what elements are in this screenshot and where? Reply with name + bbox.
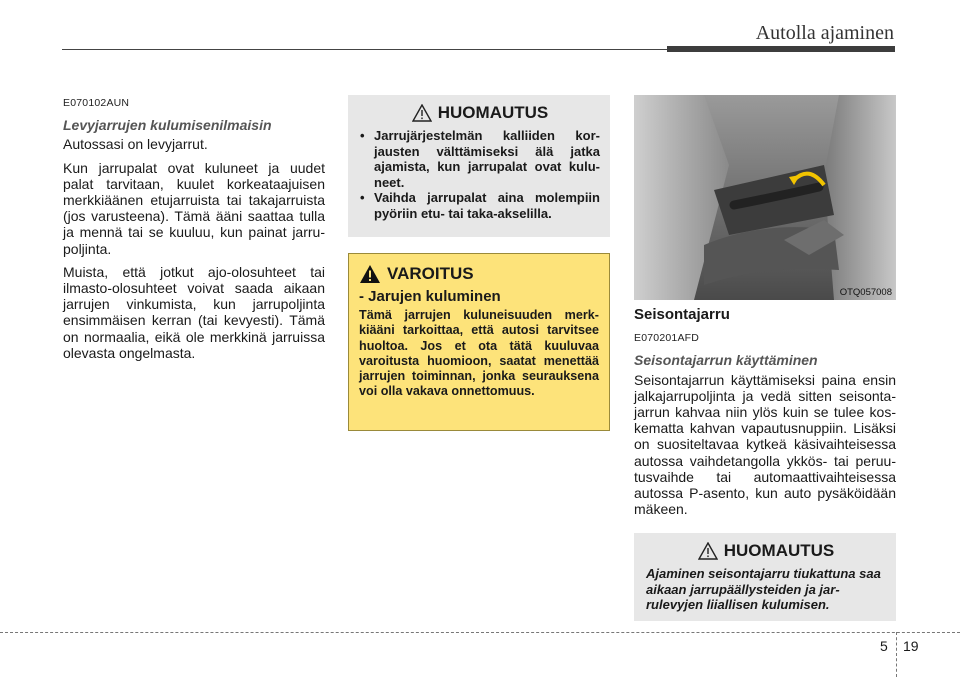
paragraph: Kun jarrupalat ovat kuluneet ja uudet palat tarvitaan, kuulet korkeataajuisen merkkiäänen etujarruista tai takajarruista (jos varusteena). Tämä ääni saattaa tulla ja mennä tai se kuuluu, kun painat jarrupoljinta. <box>63 159 325 257</box>
notice-box-2 <box>634 533 896 621</box>
warning-subtitle: - Jarujen kuluminen <box>359 288 501 305</box>
section-code: E070201AFD <box>634 332 700 345</box>
warning-title <box>359 264 599 284</box>
paragraph: Seisontajarrun käyttämiseksi paina ensin jalkajarrupoljinta ja vedä sitten seisontajarrun kahvaa niin ylös kuin se tulee koskematta kahvan vapautusnuppiin. Lisäksi on suositeltavaa kytkeä käsivaihteisessa autossa vaihdetangolla ykkös- tai peruutusvaihde tai automaattivaihteisessa autossa P-asento, kun auto pysäköidään mäkeen. <box>634 371 896 518</box>
notice-list <box>360 128 600 221</box>
photo-code: OTQ057008 <box>839 287 892 298</box>
warning-box <box>348 253 610 431</box>
notice-body: Ajaminen seisontajarru tiukattuna saa aikaan jarrupäällysteiden ja jarrulevyjen liiallisen kulumisen. <box>646 566 881 612</box>
warning-body: Tämä jarrujen kuluneisuuden merkkiääni tarkoittaa, että autosi tarvitsee huoltoa. Jos et ota tätä kuuluvaa varoitusta huomioon, saatat menettää jarrujen toiminnan, jonka seurauksena voi olla vakava onnettomuus. <box>359 308 599 399</box>
paragraph: Muista, että jotkut ajo-olosuhteet tai ilmasto-olosuhteet voivat saada aikaan jarrujen vinkumista, kun jarrupoljinta ensimmäisen kerran (tai kevyesti). Tämä on normaalia, eikä ole merkkinä jarruissa olevasta ongelmasta. <box>63 263 325 361</box>
notice-title <box>360 103 600 123</box>
paragraph: Autossasi on levyjarrut. <box>63 136 208 153</box>
notice-item: • Jarrujärjestelmän kalliiden korjausten välttämiseksi älä jatka ajamista, kun jarrupalat ovat kuluneet. <box>360 128 600 190</box>
section-subheading: Seisontajarrun käyttäminen <box>634 352 818 369</box>
notice-title-text: HUOMAUTUS <box>723 541 835 560</box>
caution-triangle-icon <box>412 104 432 122</box>
caution-triangle-icon <box>698 542 718 560</box>
notice-box <box>348 95 610 237</box>
warning-title-text: VAROITUS <box>387 264 474 283</box>
header-rule <box>62 49 667 50</box>
section-subheading: Levyjarrujen kulumisenilmaisin <box>63 117 272 134</box>
parking-brake-photo <box>634 95 896 300</box>
section-code: E070102AUN <box>63 97 130 109</box>
page-number: 19 <box>903 638 919 654</box>
chapter-title: Autolla ajaminen <box>755 22 894 44</box>
chapter-number: 5 <box>880 638 888 654</box>
left-column <box>63 95 325 368</box>
warning-triangle-icon <box>359 264 381 284</box>
header-bar <box>667 46 895 52</box>
parking-brake-illustration <box>634 95 896 300</box>
notice-item: • Vaihda jarrupalat aina molempiin pyöriin etu- tai taka-akselilla. <box>360 190 600 221</box>
notice-title-text: HUOMAUTUS <box>437 103 549 122</box>
notice-title <box>646 541 886 561</box>
section-title: Seisontajarru <box>634 306 730 323</box>
footer-divider <box>896 632 897 677</box>
right-column <box>634 307 896 524</box>
footer-rule <box>0 632 960 633</box>
